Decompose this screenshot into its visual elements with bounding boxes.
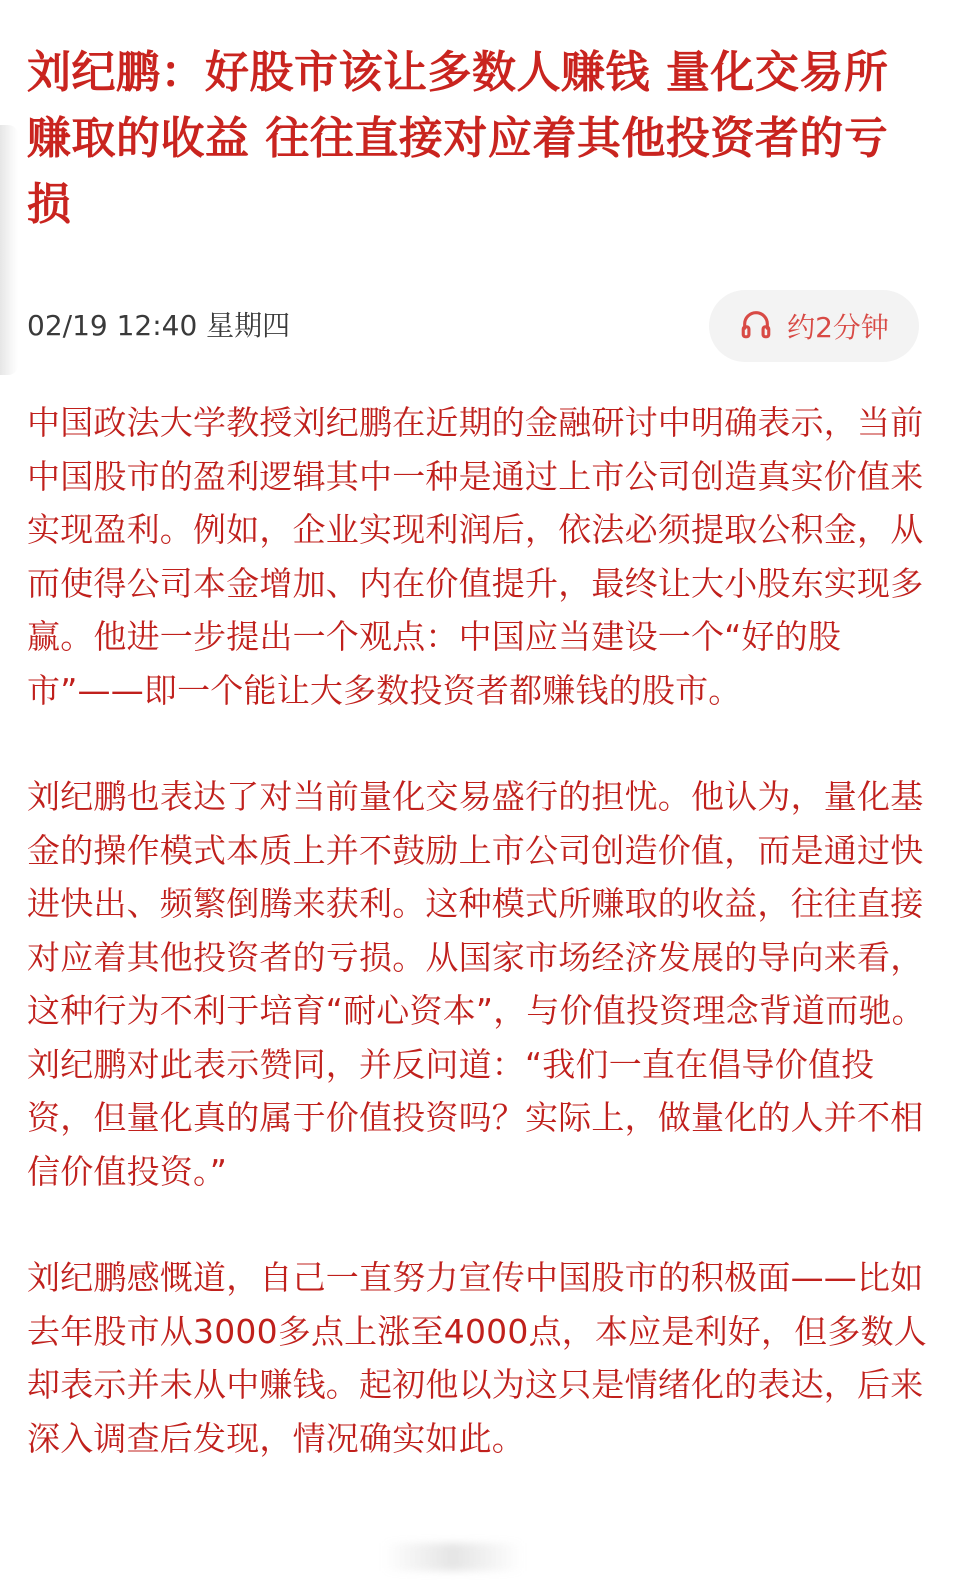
- publish-date: 02/19 12:40 星期四: [27, 309, 291, 342]
- edge-shadow: [0, 125, 18, 375]
- article-paragraph-2: 刘纪鹏也表达了对当前量化交易盛行的担忧。他认为，量化基金的操作模式本质上并不鼓励上市公司创造价值，而是通过快进快出、频繁倒腾来获利。这种模式所赚取的收益，往往直接对应着其他投资者的亏损。从国家市场经济发展的导向来看，这种行为不利于培育“耐心资本”，与价值投资理念背道而驰。刘纪鹏对此表示赞同，并反问道：“我们一直在倡导价值投资，但量化真的属于价值投资吗？实际上，做量化的人并不相信价值投资。”: [27, 777, 925, 1191]
- watermark-overlay: [383, 1543, 523, 1571]
- listen-duration-label: 约2分钟: [787, 311, 889, 344]
- listen-button[interactable]: [709, 290, 919, 362]
- article-paragraph-1: 中国政法大学教授刘纪鹏在近期的金融研讨中明确表示，当前中国股市的盈利逻辑其中一种是通过上市公司创造真实价值来实现盈利。例如，企业实现利润后，依法必须提取公积金，从而使得公司本金增加、内在价值提升，最终让大小股东实现多赢。他进一步提出一个观点：中国应当建设一个“好的股市”——即一个能让大多数投资者都赚钱的股市。: [27, 403, 924, 710]
- article-meta: [27, 300, 927, 350]
- article-body: [27, 396, 927, 1518]
- headphones-icon: [739, 307, 773, 345]
- article-title: 刘纪鹏：好股市该让多数人赚钱 量化交易所赚取的收益 往往直接对应着其他投资者的亏损: [27, 47, 889, 230]
- article-paragraph-3: 刘纪鹏感慨道，自己一直努力宣传中国股市的积极面——比如去年股市从3000多点上涨至4000点，本应是利好，但多数人却表示并未从中赚钱。起初他以为这只是情绪化的表达，后来深入调查后发现，情况确实如此。: [27, 1258, 927, 1458]
